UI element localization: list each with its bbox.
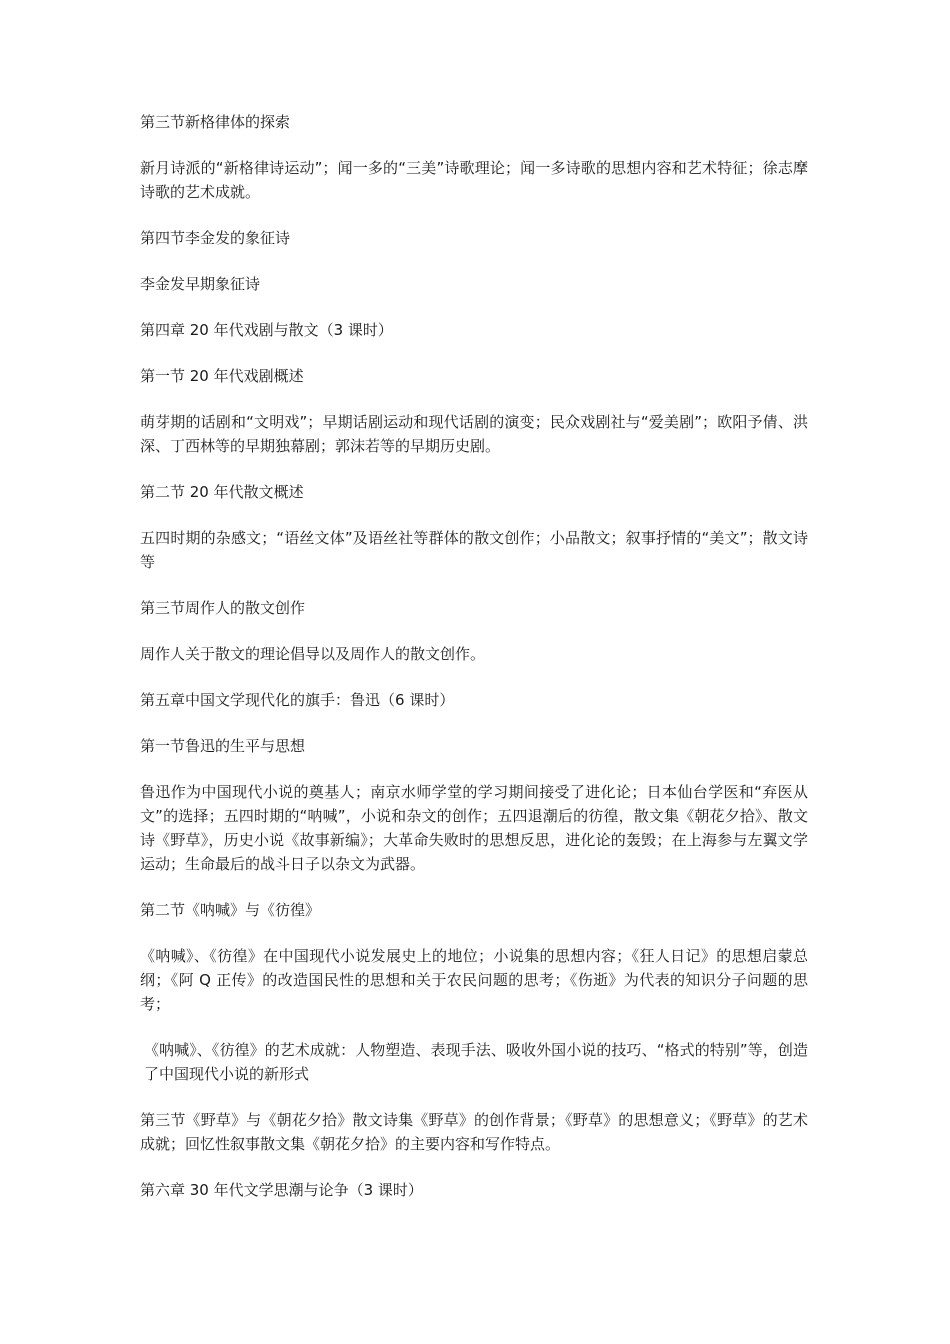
section-heading: 第四节李金发的象征诗 — [140, 229, 291, 247]
section-body: 李金发早期象征诗 — [140, 275, 261, 293]
section-heading: 第二节《呐喊》与《彷徨》 — [140, 901, 321, 919]
section-body: 五四时期的杂感文；“语丝文体”及语丝社等群体的散文创作；小品散文；叙事抒情的“美文”；散文诗等 — [140, 529, 808, 571]
chapter-heading: 第五章中国文学现代化的旗手：鲁迅（6 课时） — [140, 691, 455, 709]
section-body: 新月诗派的“新格律诗运动”；闻一多的“三美”诗歌理论；闻一多诗歌的思想内容和艺术特征；徐志摩诗歌的艺术成就。 — [140, 159, 808, 201]
section-heading: 第三节周作人的散文创作 — [140, 599, 306, 617]
section-body: 第三节《野草》与《朝花夕拾》散文诗集《野草》的创作背景；《野草》的思想意义；《野草》的艺术成就；回忆性叙事散文集《朝花夕拾》的主要内容和写作特点。 — [140, 1111, 808, 1153]
section-heading: 第二节 20 年代散文概述 — [140, 483, 304, 501]
chapter-heading: 第六章 30 年代文学思潮与论争（3 课时） — [140, 1181, 423, 1199]
section-heading: 第一节 20 年代戏剧概述 — [140, 367, 304, 385]
section-body: 《呐喊》、《彷徨》的艺术成就：人物塑造、表现手法、吸收外国小说的技巧、“格式的特别”等，创造了中国现代小说的新形式 — [144, 1041, 808, 1083]
section-heading: 第一节鲁迅的生平与思想 — [140, 737, 306, 755]
chapter-heading: 第四章 20 年代戏剧与散文（3 课时） — [140, 321, 393, 339]
section-body: 萌芽期的话剧和“文明戏”；早期话剧运动和现代话剧的演变；民众戏剧社与“爱美剧”；欧阳予倩、洪深、丁西林等的早期独幕剧；郭沫若等的早期历史剧。 — [140, 413, 808, 455]
section-body: 周作人关于散文的理论倡导以及周作人的散文创作。 — [140, 645, 486, 663]
section-body: 鲁迅作为中国现代小说的奠基人；南京水师学堂的学习期间接受了进化论；日本仙台学医和“弃医从文”的选择；五四时期的“呐喊”，小说和杂文的创作；五四退潮后的彷徨，散文集《朝花夕拾》、散文诗《野草》，历史小说《故事新编》；大革命失败时的思想反思，进化论的轰毁；在上海参与左翼文学运动；生命最后的战斗日子以杂文为武器。 — [140, 783, 808, 873]
document-page — [140, 110, 808, 1224]
section-body: 《呐喊》、《彷徨》在中国现代小说发展史上的地位；小说集的思想内容；《狂人日记》的思想启蒙总纲；《阿 Q 正传》的改造国民性的思想和关于农民问题的思考；《伤逝》为代表的知识分子问题的思考； — [140, 947, 808, 1013]
section-heading: 第三节新格律体的探索 — [140, 113, 291, 131]
